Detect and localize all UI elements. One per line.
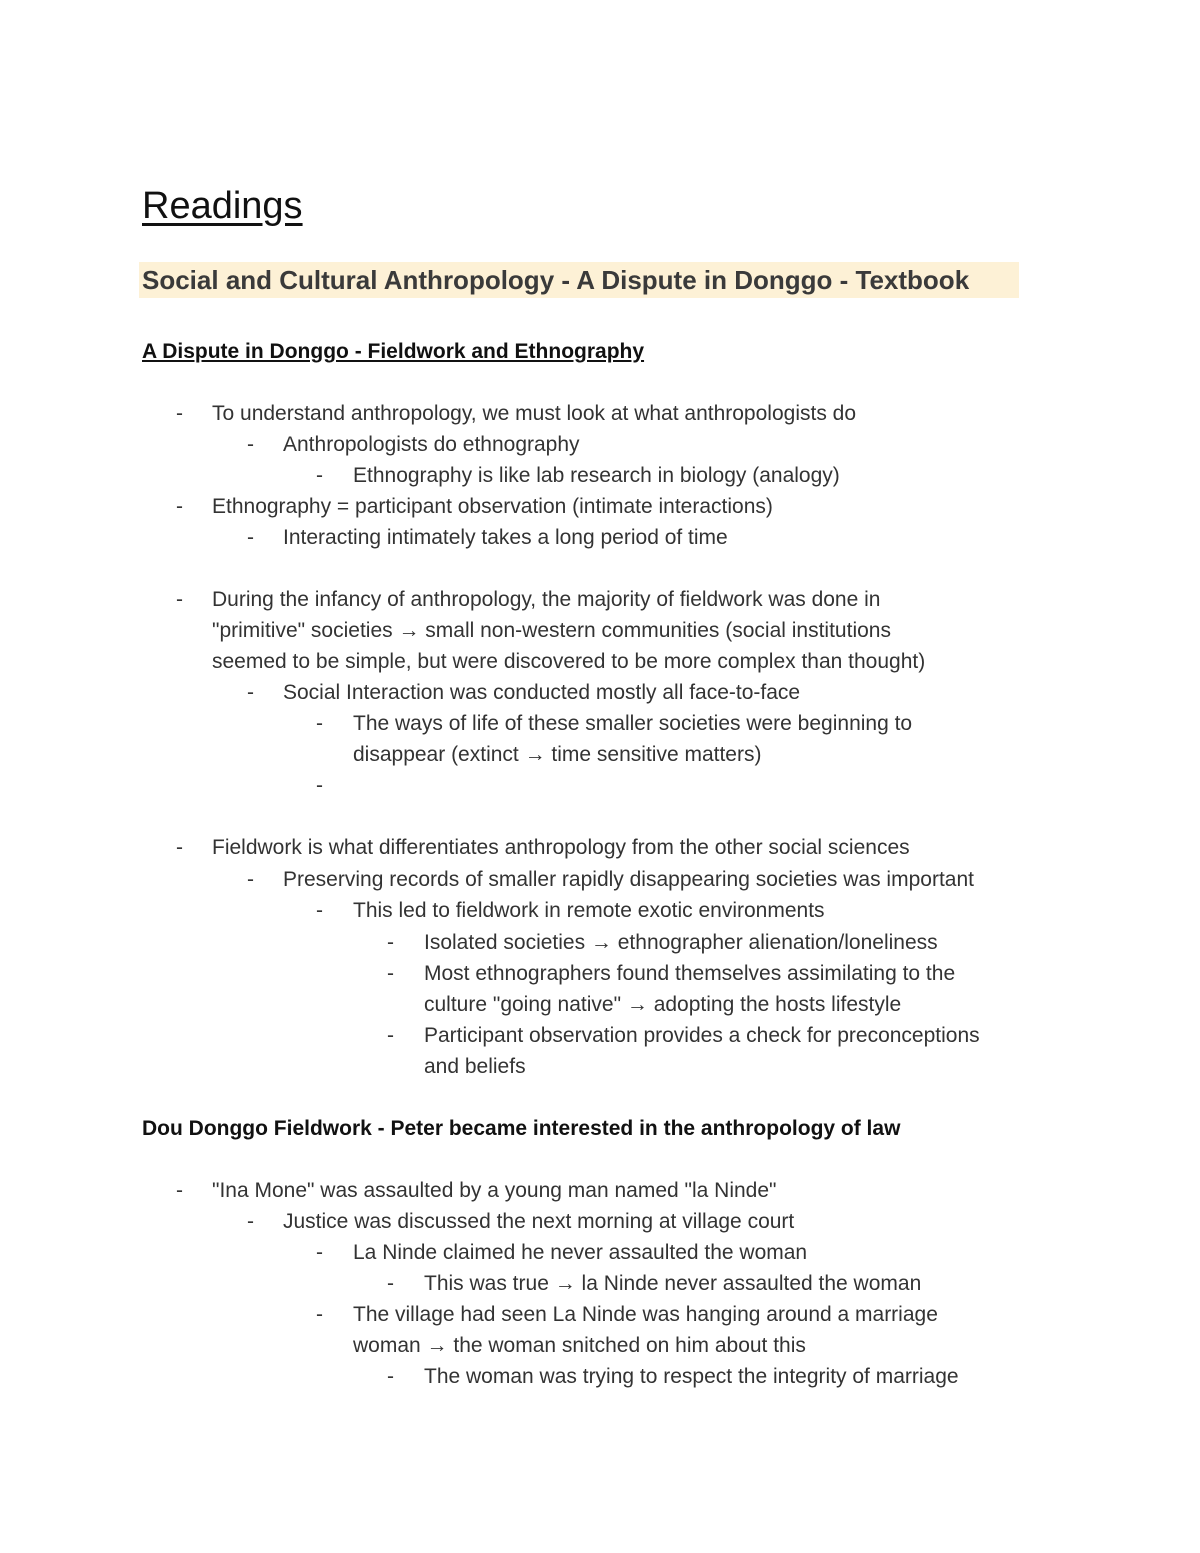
list-item: Preserving records of smaller rapidly disappearing societies was important: [283, 868, 974, 891]
bullet-dash: -: [176, 402, 183, 425]
list-item: Participant observation provides a check for preconceptions: [424, 1024, 980, 1047]
bullet-dash: -: [316, 1303, 323, 1326]
bullet-dash: -: [247, 1210, 254, 1233]
list-item: woman → the woman snitched on him about this: [353, 1334, 806, 1357]
bullet-dash: -: [316, 712, 323, 735]
section-heading-fieldwork: A Dispute in Donggo - Fieldwork and Ethnography: [142, 340, 645, 363]
bullet-dash: -: [176, 495, 183, 518]
list-item: During the infancy of anthropology, the majority of fieldwork was done in: [212, 588, 881, 611]
bullet-dash: -: [247, 526, 254, 549]
bullet-dash: -: [387, 962, 394, 985]
list-item: "Ina Mone" was assaulted by a young man named "la Ninde": [212, 1179, 777, 1202]
list-item: This led to fieldwork in remote exotic environments: [353, 899, 825, 922]
list-item: The village had seen La Ninde was hanging around a marriage: [353, 1303, 938, 1326]
list-item: and beliefs: [424, 1055, 526, 1078]
highlighted-heading: Social and Cultural Anthropology - A Dispute in Donggo - Textbook: [142, 265, 970, 295]
bullet-dash: -: [316, 774, 323, 797]
bullet-dash: -: [316, 464, 323, 487]
list-item: Ethnography = participant observation (intimate interactions): [212, 495, 773, 518]
list-item: Isolated societies → ethnographer alienation/loneliness: [424, 931, 938, 954]
bullet-dash: -: [247, 681, 254, 704]
bullet-dash: -: [176, 1179, 183, 1202]
list-item: The woman was trying to respect the integrity of marriage: [424, 1365, 959, 1388]
list-item: To understand anthropology, we must look at what anthropologists do: [212, 402, 857, 425]
bullet-dash: -: [176, 588, 183, 611]
bullet-dash: -: [387, 1272, 394, 1295]
list-item: Most ethnographers found themselves assimilating to the: [424, 962, 956, 985]
list-item: seemed to be simple, but were discovered to be more complex than thought): [212, 650, 926, 673]
section-heading-dou-donggo: Dou Donggo Fieldwork - Peter became interested in the anthropology of law: [142, 1117, 901, 1140]
list-item: culture "going native" → adopting the hosts lifestyle: [424, 993, 902, 1016]
list-item: disappear (extinct → time sensitive matters): [353, 743, 762, 766]
bullet-dash: -: [316, 899, 323, 922]
bullet-dash: -: [316, 1241, 323, 1264]
page-title: Readings: [142, 185, 303, 227]
list-item: Ethnography is like lab research in biology (analogy): [353, 464, 840, 487]
bullet-dash: -: [247, 433, 254, 456]
list-item: Anthropologists do ethnography: [283, 433, 580, 456]
bullet-dash: -: [247, 868, 254, 891]
list-item: Fieldwork is what differentiates anthropology from the other social sciences: [212, 836, 910, 859]
bullet-dash: -: [387, 1365, 394, 1388]
bullet-dash: -: [387, 931, 394, 954]
list-item: La Ninde claimed he never assaulted the woman: [353, 1241, 808, 1264]
list-item: Social Interaction was conducted mostly all face-to-face: [283, 681, 801, 704]
list-item: "primitive" societies → small non-western communities (social institutions: [212, 619, 891, 642]
list-item: This was true → la Ninde never assaulted the woman: [424, 1272, 922, 1295]
list-item: Interacting intimately takes a long period of time: [283, 526, 728, 549]
bullet-dash: -: [176, 836, 183, 859]
list-item: Justice was discussed the next morning at village court: [283, 1210, 795, 1233]
bullet-dash: -: [387, 1024, 394, 1047]
list-item: The ways of life of these smaller societies were beginning to: [353, 712, 913, 735]
